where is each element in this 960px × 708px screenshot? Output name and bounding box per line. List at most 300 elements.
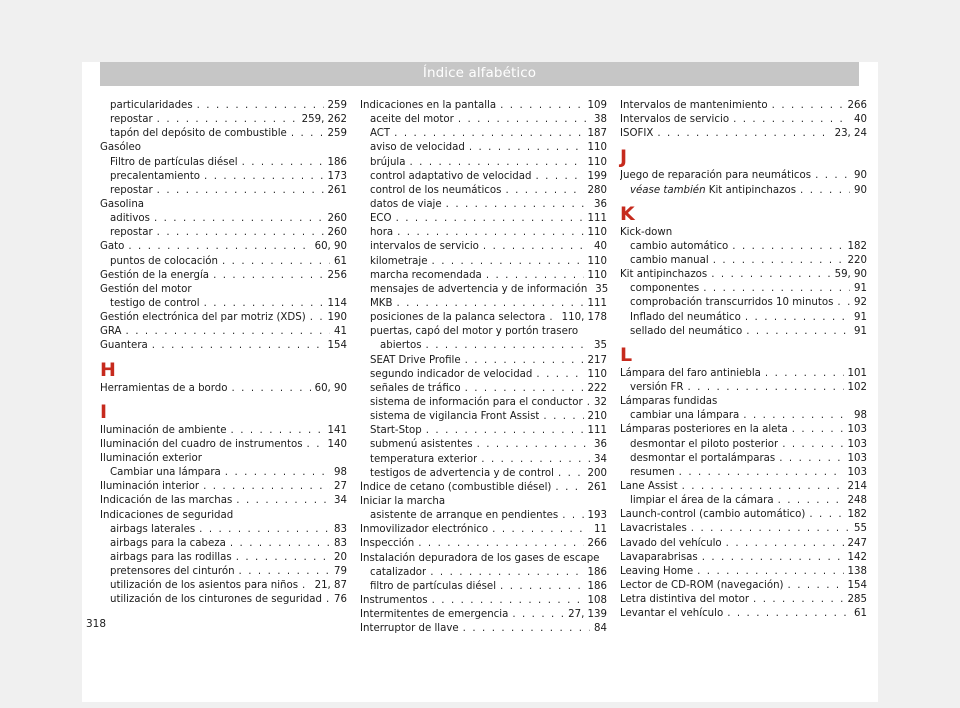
leader-dots: [197, 99, 324, 113]
entry-term: comprobación transcurridos 10 minutos: [630, 297, 834, 309]
entry-pages: 103: [847, 438, 867, 450]
entry-term: asistente de arranque en pendientes: [370, 510, 559, 522]
index-entry: [360, 368, 607, 382]
entry-term: Leaving Home: [620, 565, 694, 577]
index-entry: [360, 226, 607, 240]
entry-pages: 27: [334, 481, 347, 493]
entry-pages: 61: [854, 608, 867, 620]
index-entry: [100, 127, 347, 141]
leader-dots: [726, 537, 844, 551]
leader-dots: [430, 566, 583, 580]
entry-term: Gato: [100, 241, 125, 253]
index-entry: [620, 551, 867, 565]
index-entry: [360, 170, 607, 184]
index-entry: [100, 156, 347, 170]
entry-pages: 34: [594, 453, 607, 465]
leader-dots: [157, 226, 324, 240]
entry-pages: 108: [587, 594, 607, 606]
entry-term: airbags para la cabeza: [110, 537, 226, 549]
entry-term: filtro de partículas diésel: [370, 580, 497, 592]
entry-pages: 91: [854, 283, 867, 295]
leader-dots: [128, 240, 310, 254]
entry-term: sellado del neumático: [630, 325, 743, 337]
index-entry: [620, 184, 867, 198]
leader-dots: [231, 424, 324, 438]
index-entry: [360, 99, 607, 113]
entry-pages: 98: [334, 467, 347, 479]
entry-term: datos de viaje: [370, 198, 442, 210]
entry-term: MKB: [370, 297, 393, 309]
leader-dots: [788, 579, 844, 593]
leader-dots: [743, 409, 850, 423]
entry-term: puertas, capó del motor y portón trasero: [370, 326, 579, 338]
entry-pages: 110: [587, 269, 607, 281]
index-entry: [620, 494, 867, 508]
entry-pages: 35: [594, 340, 607, 352]
leader-dots: [426, 339, 591, 353]
entry-term: catalizador: [370, 566, 427, 578]
entry-term: Levantar el vehículo: [620, 608, 724, 620]
index-entry: [620, 508, 867, 522]
entry-term: precalentamiento: [110, 170, 201, 182]
index-entry: [360, 495, 607, 509]
leader-dots: [204, 297, 324, 311]
entry-term: Lámpara del faro antiniebla: [620, 367, 761, 379]
index-entry: [100, 537, 347, 551]
entry-pages: 261: [327, 184, 347, 196]
entry-pages: 59, 90: [834, 269, 867, 281]
entry-term: segundo indicador de velocidad: [370, 368, 533, 380]
index-entry: [620, 480, 867, 494]
entry-term: GRA: [100, 326, 122, 338]
entry-pages: 36: [594, 439, 607, 451]
leader-dots: [409, 156, 583, 170]
entry-term: Intervalos de mantenimiento: [620, 100, 768, 111]
entry-term: Gasóleo: [100, 142, 142, 154]
index-entry: [620, 296, 867, 310]
index-entry: [360, 283, 607, 297]
entry-pages: 35: [595, 283, 609, 295]
leader-dots: [779, 452, 843, 466]
leader-dots: [778, 494, 844, 508]
entry-pages: 91: [854, 311, 867, 323]
entry-pages: 110: [587, 368, 607, 380]
index-entry: [620, 522, 867, 536]
leader-dots: [679, 466, 844, 480]
entry-pages: 199: [587, 170, 607, 182]
leader-dots: [800, 184, 850, 198]
entry-term: Iluminación interior: [100, 481, 200, 493]
index-entry: [100, 240, 347, 254]
entry-pages: 259: [327, 100, 347, 111]
entry-pages: 34: [334, 495, 347, 507]
entry-pages: 11: [594, 524, 607, 536]
entry-pages: 154: [847, 579, 867, 591]
entry-pages: 140: [327, 438, 347, 450]
entry-term: Start-Stop: [370, 425, 422, 437]
entry-term: cambiar una lámpara: [630, 410, 740, 422]
leader-dots: [809, 508, 843, 522]
index-entry: [100, 382, 347, 396]
index-entry: [620, 593, 867, 607]
entry-term: Lavaparabrisas: [620, 551, 698, 563]
entry-pages: 200: [587, 467, 607, 479]
leader-dots: [505, 184, 583, 198]
leader-dots: [691, 522, 850, 536]
index-entry: [100, 99, 347, 113]
entry-term: posiciones de la palanca selectora: [370, 312, 546, 324]
leader-dots: [446, 198, 590, 212]
entry-term: ISOFIX: [620, 128, 654, 140]
leader-dots: [477, 438, 590, 452]
index-entry: [620, 268, 867, 282]
entry-pages: 32: [594, 396, 607, 408]
leader-dots: [703, 282, 850, 296]
index-entry: [360, 438, 607, 452]
entry-pages: 260: [327, 213, 347, 225]
leader-dots: [512, 608, 564, 622]
index-entry: [620, 452, 867, 466]
leader-dots: [204, 170, 324, 184]
index-column-1: [100, 99, 347, 608]
entry-term: Intermitentes de emergencia: [360, 609, 509, 621]
index-entry: [100, 509, 347, 523]
index-entry: [100, 283, 347, 297]
entry-term: Gestión electrónica del par motriz (XDS): [100, 312, 306, 324]
entry-pages: 247: [847, 537, 867, 549]
index-entry: [360, 453, 607, 467]
index-entry: [360, 269, 607, 283]
entry-pages: 259, 262: [301, 114, 347, 126]
leader-dots: [432, 594, 584, 608]
entry-term: desmontar el portalámparas: [630, 452, 776, 464]
leader-dots: [157, 113, 298, 127]
leader-dots: [772, 99, 844, 113]
index-entry: [620, 240, 867, 254]
entry-pages: 280: [587, 184, 607, 196]
entry-pages: 83: [334, 537, 347, 549]
index-entry: [360, 410, 607, 424]
index-entry: [360, 354, 607, 368]
index-entry: [620, 579, 867, 593]
index-entry: [360, 212, 607, 226]
index-entry: [360, 566, 607, 580]
entry-term: ACT: [370, 128, 391, 140]
entry-term: particularidades: [110, 100, 193, 111]
entry-term: Guantera: [100, 340, 148, 352]
entry-term: utilización de los cinturones de seguridad: [110, 594, 322, 606]
index-entry: [620, 325, 867, 339]
index-entry: [620, 99, 867, 113]
index-entry: [620, 423, 867, 437]
index-entry: [100, 438, 347, 452]
entry-term: kilometraje: [370, 255, 428, 267]
entry-pages: 103: [847, 466, 867, 478]
entry-pages: 55: [854, 523, 867, 535]
entry-term: Gestión del motor: [100, 283, 192, 295]
index-entry: [360, 240, 607, 254]
entry-pages: 217: [587, 354, 607, 366]
leader-dots: [562, 509, 583, 523]
entry-term: aviso de velocidad: [370, 142, 465, 154]
leader-dots: [326, 593, 330, 607]
index-entry: [620, 537, 867, 551]
index-entry: [360, 396, 607, 410]
entry-term: repostar: [110, 227, 153, 239]
leader-dots: [242, 156, 324, 170]
index-entry: [360, 255, 607, 269]
entry-pages: 266: [847, 100, 867, 111]
leader-dots: [236, 551, 330, 565]
entry-pages: 98: [854, 410, 867, 422]
entry-pages: 60, 90: [314, 241, 347, 253]
leader-dots: [199, 523, 330, 537]
leader-dots: [236, 494, 330, 508]
entry-pages: 76: [334, 594, 347, 606]
letter-heading: L: [620, 343, 633, 366]
leader-dots: [465, 382, 584, 396]
entry-term: aditivos: [110, 213, 150, 225]
index-entry: [620, 395, 867, 409]
entry-term: [630, 184, 796, 198]
leader-dots: [500, 580, 584, 594]
entry-pages: 91: [854, 325, 867, 337]
leader-dots: [837, 296, 850, 310]
entry-term: resumen: [630, 466, 675, 478]
index-entry: [360, 127, 607, 141]
index-entry: [360, 608, 607, 622]
entry-term: Kit antipinchazos: [620, 269, 708, 281]
entry-term: Juego de reparación para neumáticos: [620, 170, 812, 182]
leader-dots: [396, 212, 584, 226]
index-entry: [360, 156, 607, 170]
entry-term: Kick-down: [620, 226, 673, 238]
leader-dots: [732, 240, 843, 254]
index-column-2: [360, 99, 607, 636]
entry-term: airbags para las rodillas: [110, 551, 232, 563]
leader-dots: [543, 410, 583, 424]
index-entry: [100, 466, 347, 480]
leader-dots: [792, 423, 844, 437]
index-entry: [100, 579, 347, 593]
index-entry: [100, 184, 347, 198]
entry-term: Instalación depuradora de los gases de escape: [360, 552, 600, 564]
index-entry: [360, 509, 607, 523]
entry-term: Indicaciones en la pantalla: [360, 100, 497, 111]
entry-term: brújula: [370, 156, 406, 168]
entry-term: hora: [370, 227, 394, 239]
leader-dots: [310, 311, 324, 325]
entry-term: Índice de cetano (combustible diésel): [360, 481, 552, 493]
leader-dots: [782, 438, 843, 452]
leader-dots: [230, 537, 330, 551]
entry-term: temperatura exterior: [370, 453, 478, 465]
leader-dots: [291, 127, 324, 141]
entry-term: Instrumentos: [360, 594, 428, 606]
entry-term: Inmovilizador electrónico: [360, 524, 489, 536]
leader-dots: [469, 141, 584, 155]
leader-dots: [426, 424, 584, 438]
letter-heading: J: [620, 146, 628, 169]
leader-dots: [394, 127, 583, 141]
entry-pages: 36: [594, 198, 607, 210]
entry-term: Cambiar una lámpara: [110, 467, 221, 479]
entry-pages: 182: [847, 240, 867, 252]
index-entry: [100, 494, 347, 508]
leader-dots: [555, 481, 583, 495]
leader-dots: [753, 593, 844, 607]
leader-dots: [307, 438, 324, 452]
entry-pages: 186: [327, 156, 347, 168]
leader-dots: [500, 99, 583, 113]
index-entry: [360, 325, 607, 339]
index-entry: [620, 127, 867, 141]
leader-dots: [558, 467, 584, 481]
index-entry: [360, 382, 607, 396]
leader-dots: [152, 339, 324, 353]
index-entry: [360, 552, 607, 566]
entry-term: señales de tráfico: [370, 382, 461, 394]
entry-pages: 111: [587, 297, 607, 309]
leader-dots: [549, 311, 557, 325]
leader-dots: [458, 113, 590, 127]
entry-term: sistema de vigilancia Front Assist: [370, 411, 540, 423]
entry-term: control de los neumáticos: [370, 184, 502, 196]
leader-dots: [397, 226, 583, 240]
index-entry: [360, 622, 607, 636]
index-entry: [620, 113, 867, 127]
index-entry: [620, 565, 867, 579]
entry-pages: 110: [587, 227, 607, 239]
index-entry: [620, 367, 867, 381]
entry-pages: 266: [587, 538, 607, 550]
entry-pages: 260: [327, 227, 347, 239]
entry-term: Inspección: [360, 538, 415, 550]
entry-term: airbags laterales: [110, 523, 196, 535]
index-entry: [100, 339, 347, 353]
entry-pages: 110: [587, 142, 607, 154]
entry-pages: 40: [594, 241, 607, 253]
entry-pages: 210: [587, 411, 607, 423]
index-entry: [100, 141, 347, 155]
index-entry: [100, 297, 347, 311]
entry-pages: 256: [327, 269, 347, 281]
entry-term: Lámparas fundidas: [620, 396, 718, 408]
index-entry: [620, 466, 867, 480]
entry-term: Lane Assist: [620, 480, 678, 492]
index-entry: [360, 523, 607, 537]
index-entry: [100, 226, 347, 240]
entry-term: Iluminación exterior: [100, 452, 202, 464]
leader-dots: [745, 311, 850, 325]
entry-pages: 114: [327, 297, 347, 309]
entry-pages: 190: [327, 312, 347, 324]
entry-term: aceite del motor: [370, 114, 454, 126]
leader-dots: [727, 607, 850, 621]
entry-pages: 102: [847, 381, 867, 393]
index-entry: [360, 594, 607, 608]
entry-term: Intervalos de servicio: [620, 114, 730, 126]
entry-pages: 84: [594, 623, 607, 635]
entry-term: intervalos de servicio: [370, 241, 479, 253]
index-entry: [620, 282, 867, 296]
leader-dots: [126, 325, 331, 339]
leader-dots: [396, 297, 583, 311]
entry-term: ECO: [370, 213, 392, 225]
leader-dots: [702, 551, 844, 565]
entry-pages: 23, 24: [834, 128, 867, 140]
index-entry: [100, 523, 347, 537]
entry-pages: 138: [847, 565, 867, 577]
entry-pages: 141: [327, 424, 347, 436]
entry-pages: 27, 139: [568, 609, 607, 621]
entry-term: cambio automático: [630, 240, 729, 252]
leader-dots: [688, 381, 844, 395]
index-entry: [100, 452, 347, 466]
index-entry: [360, 141, 607, 155]
entry-term: control adaptativo de velocidad: [370, 170, 532, 182]
leader-dots: [587, 396, 590, 410]
entry-pages: 90: [854, 170, 867, 182]
index-entry: [360, 311, 607, 325]
section-title: Índice alfabético: [422, 65, 537, 81]
entry-pages: 142: [847, 551, 867, 563]
entry-pages: 285: [847, 594, 867, 606]
leader-dots: [465, 354, 584, 368]
entry-term: Indicaciones de seguridad: [100, 509, 234, 521]
index-entry: [620, 381, 867, 395]
entry-term: testigo de control: [110, 297, 200, 309]
entry-term: Gestión de la energía: [100, 269, 210, 281]
entry-pages: 222: [587, 382, 607, 394]
entry-pages: 92: [854, 297, 867, 309]
leader-dots: [232, 382, 311, 396]
entry-term: Lavado del vehículo: [620, 537, 722, 549]
index-entry: [100, 212, 347, 226]
entry-pages: 83: [334, 523, 347, 535]
entry-term: marcha recomendada: [370, 269, 482, 281]
entry-pages: 193: [587, 510, 607, 522]
see-also-label: véase también: [630, 184, 706, 196]
entry-term: Gasolina: [100, 198, 145, 210]
index-entry: [620, 169, 867, 183]
index-entry: [100, 480, 347, 494]
entry-pages: 60, 90: [314, 382, 347, 394]
leader-dots: [713, 254, 844, 268]
index-entry: [360, 198, 607, 212]
entry-pages: 21, 87: [314, 580, 347, 592]
letter-heading: I: [100, 400, 108, 423]
leader-dots: [481, 453, 590, 467]
entry-pages: 109: [587, 100, 607, 111]
entry-term: pretensores del cinturón: [110, 566, 235, 578]
entry-pages: 111: [587, 213, 607, 225]
entry-pages: 79: [334, 566, 347, 578]
leader-dots: [432, 255, 584, 269]
entry-pages: 173: [327, 170, 347, 182]
index-entry: [360, 297, 607, 311]
entry-pages: 38: [594, 114, 607, 126]
entry-pages: 186: [587, 580, 607, 592]
entry-term: Iniciar la marcha: [360, 495, 446, 507]
entry-term: puntos de colocación: [110, 255, 218, 267]
leader-dots: [302, 579, 311, 593]
entry-pages: 103: [847, 424, 867, 436]
index-entry: [100, 424, 347, 438]
entry-pages: 41: [334, 326, 347, 338]
index-entry: [620, 226, 867, 240]
leader-dots: [815, 169, 850, 183]
